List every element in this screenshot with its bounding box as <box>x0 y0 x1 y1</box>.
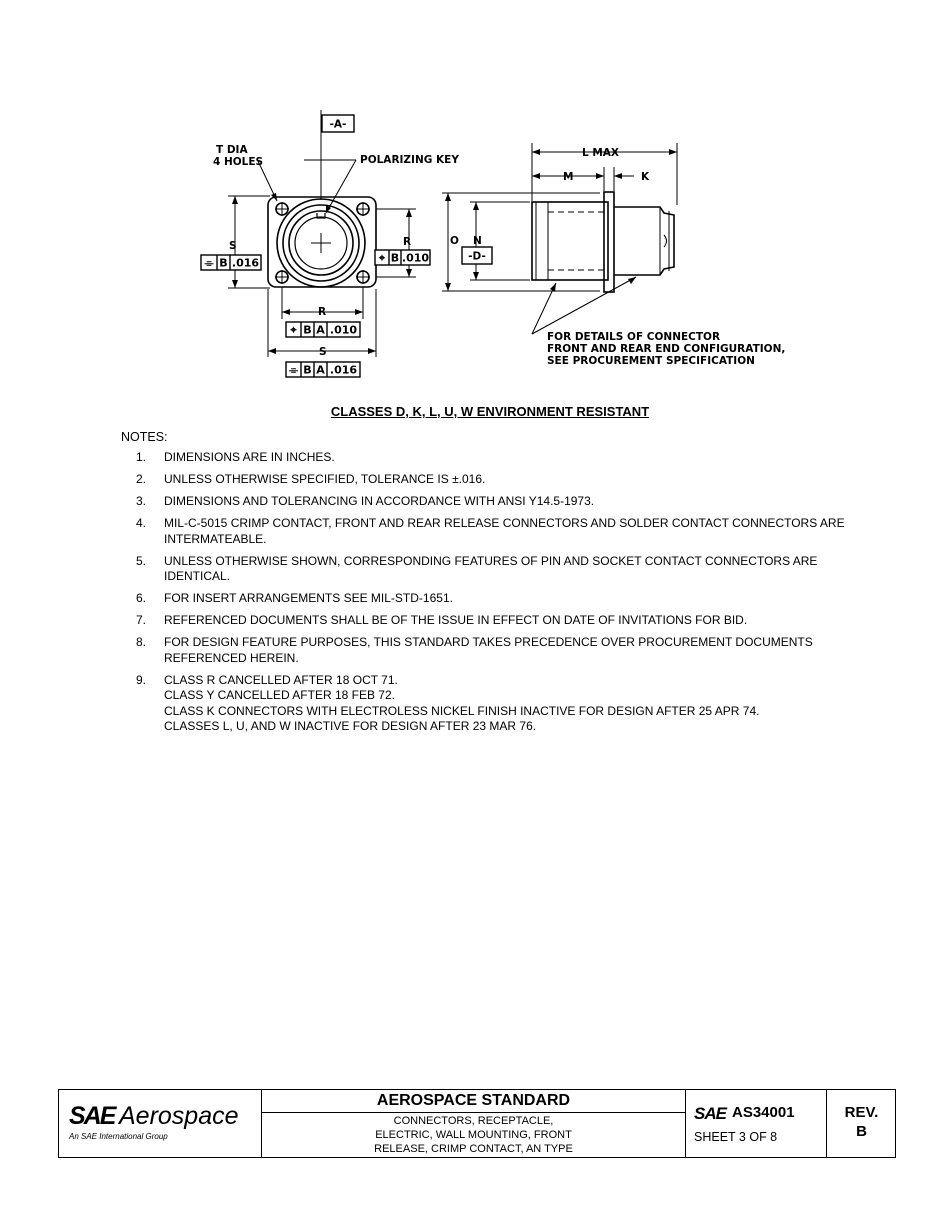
note-text <box>164 554 846 585</box>
revision-label: REV. <box>844 1104 879 1121</box>
note-line: FOR INSERT ARRANGEMENTS SEE MIL-STD-1651. <box>164 591 453 605</box>
connector-drawing <box>180 105 820 380</box>
document-type: AEROSPACE STANDARD <box>262 1090 685 1113</box>
dim-n: N <box>473 235 482 247</box>
note-text <box>164 613 846 629</box>
logo-subtitle: An SAE International Group <box>69 1132 168 1141</box>
dim-s-bottom: S <box>319 346 327 358</box>
note-number: 9. <box>136 672 147 687</box>
note-line: CLASSES L, U, AND W INACTIVE FOR DESIGN AFTER 23 MAR 76. <box>164 719 537 733</box>
note-line: CLASS R CANCELLED AFTER 18 OCT 71. <box>164 672 398 687</box>
note-line: UNLESS OTHERWISE SPECIFIED, TOLERANCE IS ±.016. <box>164 472 486 486</box>
note-number: 4. <box>136 516 147 530</box>
note-item <box>136 554 846 585</box>
fcf-left-datum: B <box>219 256 228 270</box>
t-dia-label: T DIA <box>216 144 248 156</box>
note-item <box>136 591 846 607</box>
notes-list <box>136 450 846 741</box>
note-line: CLASS Y CANCELLED AFTER 18 FEB 72. <box>164 688 395 702</box>
sae-logo-mark: SAE <box>69 1102 115 1130</box>
dim-s-left: S <box>229 240 237 252</box>
fcf-left-tol: .016 <box>231 256 260 270</box>
dim-o: O <box>450 235 459 247</box>
title-cell <box>262 1090 686 1157</box>
fcf-bottom-2-tol: .016 <box>329 363 358 377</box>
sheet-number: SHEET 3 OF 8 <box>694 1130 778 1144</box>
note-line: CLASS K CONNECTORS WITH ELECTROLESS NICKEL FINISH INACTIVE FOR DESIGN AFTER 25 APR 74. <box>164 703 760 718</box>
note-number: 1. <box>136 450 147 464</box>
title-block <box>58 1089 896 1158</box>
note-line: FOR DESIGN FEATURE PURPOSES, THIS STANDARD TAKES PRECEDENCE OVER PROCUREMENT DOCUMENTS REFERENCED HEREIN. <box>164 635 813 665</box>
connector-drawing-svg <box>180 105 820 380</box>
fcf-right-datum: B <box>390 251 400 265</box>
note-text <box>164 635 846 666</box>
note-line: REFERENCED DOCUMENTS SHALL BE OF THE ISSUE IN EFFECT ON DATE OF INVITATIONS FOR BID. <box>164 613 748 627</box>
note-line: UNLESS OTHERWISE SHOWN, CORRESPONDING FEATURES OF PIN AND SOCKET CONTACT CONNECTORS ARE IDENTICAL. <box>164 553 818 583</box>
connector-note-line-3: SEE PROCUREMENT SPECIFICATION <box>547 355 755 367</box>
fcf-left-symbol: ⌯ <box>204 256 214 270</box>
fcf-bottom-2-symbol: ⌯ <box>289 363 298 377</box>
note-line: DIMENSIONS AND TOLERANCING IN ACCORDANCE WITH ANSI Y14.5-1973. <box>164 494 595 508</box>
datum-d-label: -D- <box>468 250 486 263</box>
document-description-line: ELECTRIC, WALL MOUNTING, FRONT <box>375 1129 572 1141</box>
note-text <box>164 472 846 488</box>
note-line: DIMENSIONS ARE IN INCHES. <box>164 450 335 464</box>
note-item <box>136 613 846 629</box>
fcf-right-symbol: ⌖ <box>378 251 386 265</box>
note-text <box>164 591 846 607</box>
datum-a-label: -A- <box>329 118 347 131</box>
sae-aerospace-logo <box>59 1090 262 1157</box>
note-text <box>164 516 846 547</box>
front-dimension-lines <box>228 110 416 357</box>
connector-note-line-2: FRONT AND REAR END CONFIGURATION, <box>547 343 786 355</box>
revision-cell <box>827 1090 896 1157</box>
document-number-cell <box>686 1090 827 1157</box>
fcf-bottom-1-symbol: ⌖ <box>290 323 297 337</box>
sae-small-logo: SAE <box>694 1104 726 1123</box>
dim-r-right: R <box>403 236 412 248</box>
note-number: 7. <box>136 613 147 627</box>
dim-m: M <box>563 171 574 183</box>
note-text <box>164 494 846 510</box>
revision-value: B <box>856 1123 867 1140</box>
receptacle-shell <box>532 202 608 280</box>
note-number: 5. <box>136 553 147 568</box>
note-item <box>136 516 846 547</box>
note-item <box>136 450 846 466</box>
document-description-line: CONNECTORS, RECEPTACLE, <box>393 1115 554 1127</box>
connector-note-line-1: FOR DETAILS OF CONNECTOR <box>547 331 721 343</box>
aerospace-logo-word: Aerospace <box>119 1102 239 1130</box>
note-number: 3. <box>136 494 147 508</box>
note-item <box>136 635 846 666</box>
document-description-line: RELEASE, CRIMP CONTACT, AN TYPE <box>374 1143 573 1155</box>
note-text <box>164 450 846 466</box>
note-number: 8. <box>136 635 147 649</box>
mounting-flange-side <box>604 192 614 292</box>
note-text <box>164 673 846 735</box>
fcf-bottom-2-datum-a: A <box>316 363 325 377</box>
note-item <box>136 673 846 735</box>
dim-l-max: L MAX <box>582 147 620 159</box>
note-number: 6. <box>136 591 147 605</box>
fcf-bottom-1-datum-b: B <box>303 323 312 337</box>
note-number: 2. <box>136 472 147 486</box>
document-number: AS34001 <box>732 1104 795 1121</box>
note-line: MIL-C-5015 CRIMP CONTACT, FRONT AND REAR RELEASE CONNECTORS AND SOLDER CONTACT CONNECTORS ARE INTERMATEABLE. <box>164 516 845 546</box>
note-item <box>136 494 846 510</box>
notes-label: NOTES: <box>121 430 168 444</box>
four-holes-label: 4 HOLES <box>213 156 264 168</box>
fcf-bottom-1-datum-a: A <box>316 323 325 337</box>
dim-k: K <box>641 171 650 183</box>
rear-body <box>614 207 674 275</box>
fcf-bottom-2-datum-b: B <box>303 363 312 377</box>
fcf-bottom-1-tol: .010 <box>329 323 358 337</box>
document-description <box>262 1114 685 1156</box>
fcf-right-tol: .010 <box>401 251 430 265</box>
dim-r-bottom: R <box>318 306 327 318</box>
note-item <box>136 472 846 488</box>
polarizing-key-label: POLARIZING KEY <box>360 154 459 166</box>
section-title: CLASSES D, K, L, U, W ENVIRONMENT RESISTANT <box>330 404 650 419</box>
